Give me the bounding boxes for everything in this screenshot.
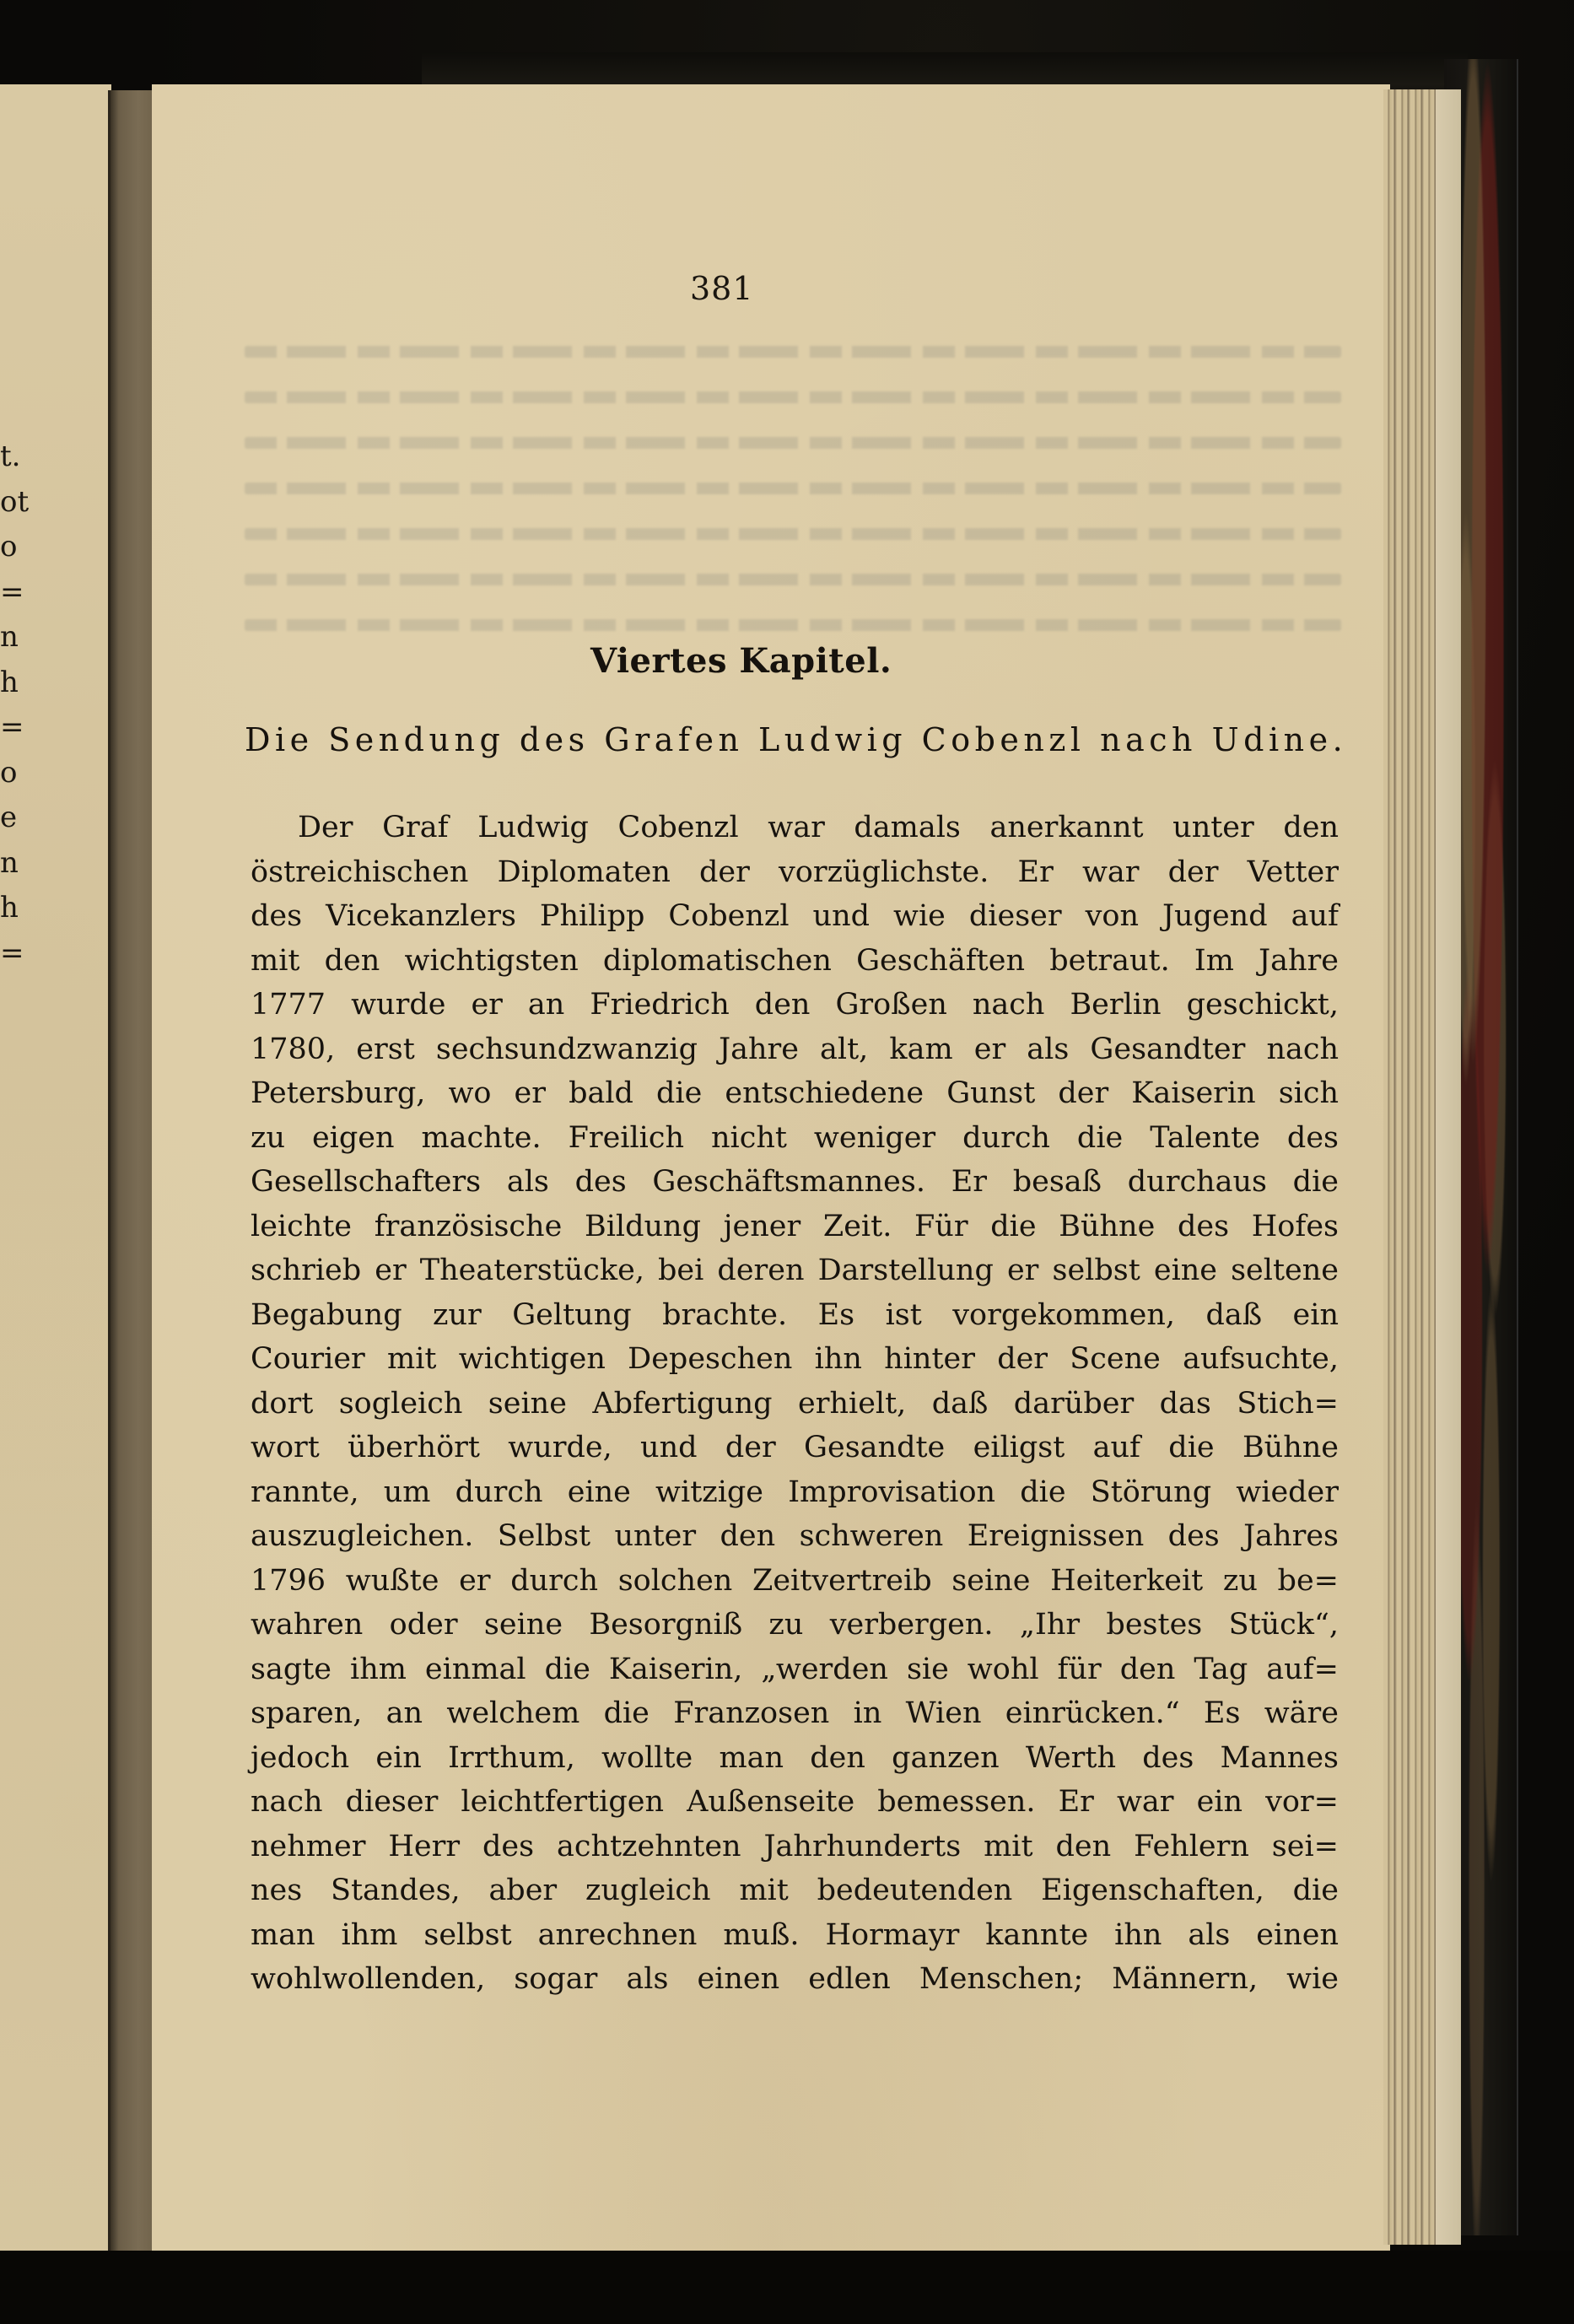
text-line: mit den wichtigsten diplomatischen Geschäften betraut. Im Jahre	[251, 943, 1339, 978]
page-number: 381	[690, 270, 754, 307]
margin-fragment: n	[0, 845, 19, 880]
text-line: jedoch ein Irrthum, wollte man den ganzen Werth des Mannes	[251, 1740, 1339, 1775]
margin-fragment: =	[0, 710, 24, 744]
previous-page	[0, 84, 111, 2261]
text-line: leichte französische Bildung jener Zeit. Für die Bühne des Hofes	[251, 1209, 1339, 1243]
text-line: man ihm selbst anrechnen muß. Hormayr kannte ihn als einen	[251, 1917, 1339, 1952]
text-line: Der Graf Ludwig Cobenzl war damals anerkannt unter den	[298, 811, 1339, 844]
text-line: Begabung zur Geltung brachte. Es ist vorgekommen, daß ein	[251, 1297, 1339, 1332]
text-line: wahren oder seine Besorgniß zu verbergen. „Ihr bestes Stück“,	[251, 1608, 1339, 1642]
margin-fragment: h	[0, 891, 19, 925]
text-line: 1796 wußte er durch solchen Zeitvertreib seine Heiterkeit zu be=	[251, 1563, 1339, 1598]
chapter-subtitle: Die Sendung des Grafen Ludwig Cobenzl nach Udine.	[245, 721, 1348, 758]
text-line: des Vicekanzlers Philipp Cobenzl und wie dieser von Jugend auf	[251, 899, 1339, 933]
margin-fragment: o	[0, 755, 18, 790]
text-line: Petersburg, wo er bald die entschiedene Gunst der Kaiserin sich	[251, 1076, 1339, 1110]
text-line: sparen, an welchem die Franzosen in Wien einrücken.“ Es wäre	[251, 1696, 1339, 1730]
text-line: nach dieser leichtfertigen Außenseite bemessen. Er war ein vor=	[251, 1785, 1339, 1819]
body-paragraph	[251, 806, 1339, 2002]
previous-page-margin-text	[0, 434, 30, 976]
text-line: Gesellschafters als des Geschäftsmannes. Er besaß durchaus die	[251, 1165, 1339, 1199]
book-page	[152, 84, 1390, 2261]
page-fore-edge	[1383, 89, 1461, 2245]
margin-fragment: o	[0, 530, 18, 563]
scanner-background-bottom	[0, 2251, 1574, 2324]
text-line: 1777 wurde er an Friedrich den Großen nach Berlin geschickt,	[251, 988, 1339, 1022]
text-line: rannte, um durch eine witzige Improvisation die Störung wieder	[251, 1475, 1339, 1509]
margin-fragment: n	[0, 620, 19, 654]
margin-fragment: e	[0, 801, 18, 834]
margin-fragment: h	[0, 665, 19, 699]
margin-fragment: t.	[0, 439, 21, 473]
text-line: 1780, erst sechsundzwanzig Jahre alt, kam er als Gesandter nach	[251, 1032, 1339, 1066]
text-line: Courier mit wichtigen Depeschen ihn hinter der Scene aufsuchte,	[251, 1342, 1339, 1376]
text-line: auszugleichen. Selbst unter den schweren Ereignissen des Jahres	[251, 1519, 1339, 1553]
text-line: nehmer Herr des achtzehnten Jahrhunderts mit den Fehlern sei=	[251, 1829, 1339, 1863]
text-line: zu eigen machte. Freilich nicht weniger durch die Talente des	[251, 1120, 1339, 1155]
margin-fragment: =	[0, 936, 24, 970]
text-line: schrieb er Theaterstücke, bei deren Darstellung er selbst eine seltene	[251, 1254, 1339, 1287]
text-line: wort überhört wurde, und der Gesandte eiligst auf die Bühne	[251, 1431, 1339, 1464]
text-line: sagte ihm einmal die Kaiserin, „werden sie wohl für den Tag auf=	[251, 1652, 1339, 1686]
text-line: wohlwollenden, sogar als einen edlen Menschen; Männern, wie	[251, 1962, 1339, 1996]
book-gutter	[108, 90, 157, 2254]
margin-fragment: =	[0, 574, 24, 609]
text-line: dort sogleich seine Abfertigung erhielt, daß darüber das Stich=	[251, 1386, 1339, 1421]
text-line: nes Standes, aber zugleich mit bedeutenden Eigenschaften, die	[251, 1874, 1339, 1907]
text-line: östreichischen Diplomaten der vorzüglichste. Er war der Vetter	[251, 855, 1339, 889]
chapter-heading: Viertes Kapitel.	[590, 641, 892, 681]
margin-fragment: ot	[0, 484, 30, 519]
